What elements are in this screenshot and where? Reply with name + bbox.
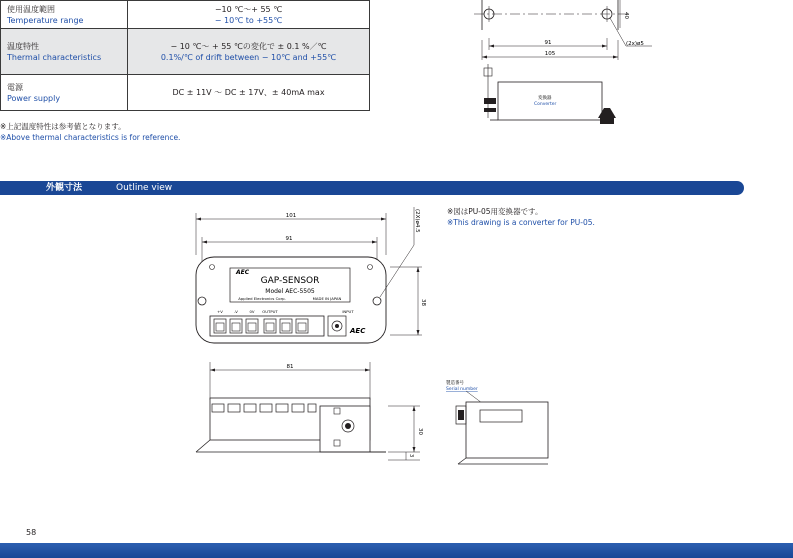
hole-label: (2X)ø4.5: [414, 209, 420, 233]
mount-hole-left: [198, 297, 206, 305]
serial-number-view: [444, 378, 554, 468]
brand-logo-small: AEC: [350, 327, 366, 335]
hole-label: (2x)ø5: [626, 41, 644, 47]
made-in-label: MADE IN JAPAN: [312, 296, 342, 301]
dim-101: 101: [285, 213, 297, 219]
device-name: GAP-SENSOR: [260, 276, 320, 286]
outline-side-view: [190, 360, 440, 470]
terminal-label: OUTPUT: [262, 309, 278, 314]
dim-91: 91: [285, 236, 293, 242]
mount-hole-right: [373, 297, 381, 305]
spec-label: 使用温度範囲 Temperature range: [1, 1, 128, 29]
terminal-label: 0V: [249, 309, 255, 314]
converter-mounting-drawing: [470, 0, 660, 140]
terminal-label: +V: [217, 309, 223, 314]
spec-value: DC ± 11V 〜 DC ± 17V、± 40mA max: [128, 75, 370, 111]
drawing-note-en: ※This drawing is a converter for PU-05.: [447, 218, 595, 227]
serial-label-en: Serial number: [446, 387, 478, 392]
nut-icon: [484, 98, 496, 104]
dim-30: 30: [417, 428, 423, 435]
spec-value: −10 ℃〜+ 55 ℃ − 10℃ to +55℃: [128, 1, 370, 29]
spec-row-power: [1, 75, 370, 111]
brand-logo: AEC: [236, 269, 250, 276]
dim-81: 81: [286, 364, 294, 370]
section-title-jp: 外観寸法: [46, 183, 83, 193]
input-label: INPUT: [342, 309, 354, 314]
thermal-note-en: ※Above thermal characteristics is for reference.: [0, 133, 181, 142]
dim-40: 40: [623, 12, 629, 19]
section-title-en: Outline view: [116, 183, 173, 193]
section-header-outline-view: [0, 181, 744, 195]
converter-label-jp: 変換器: [538, 96, 552, 101]
dim-3: 3: [408, 454, 414, 458]
footer-band: [0, 543, 793, 558]
spec-value: − 10 ℃〜 + 55 ℃の変化で ± 0.1 %／℃ 0.1%/℃ of drift between − 10℃ and +55℃: [128, 29, 370, 75]
converter-end-body: [466, 402, 548, 458]
nut-icon: [484, 108, 496, 112]
terminal-label: -V: [234, 309, 238, 314]
thermal-note-jp: ※上記温度特性は参考値となります。: [0, 122, 126, 131]
maker-name: Applied Electronics Corp.: [238, 296, 286, 301]
serial-label-jp: 製造番号: [446, 381, 464, 386]
spec-table: [0, 0, 370, 111]
spec-row-thermal: [1, 29, 370, 75]
converter-body: [498, 82, 602, 120]
spec-label: 電源 Power supply: [1, 75, 128, 111]
model-name: Model AEC-5505: [265, 288, 315, 295]
drawing-note-jp: ※図はPU-05用変換器です。: [447, 207, 543, 216]
spec-label: 温度特性 Thermal characteristics: [1, 29, 128, 75]
dim-91: 91: [544, 40, 552, 46]
dim-38: 38: [420, 299, 426, 306]
page-number: 58: [26, 528, 37, 537]
spec-row-temperature: [1, 1, 370, 29]
converter-label-en: Converter: [534, 102, 557, 107]
dim-105: 105: [544, 51, 556, 57]
